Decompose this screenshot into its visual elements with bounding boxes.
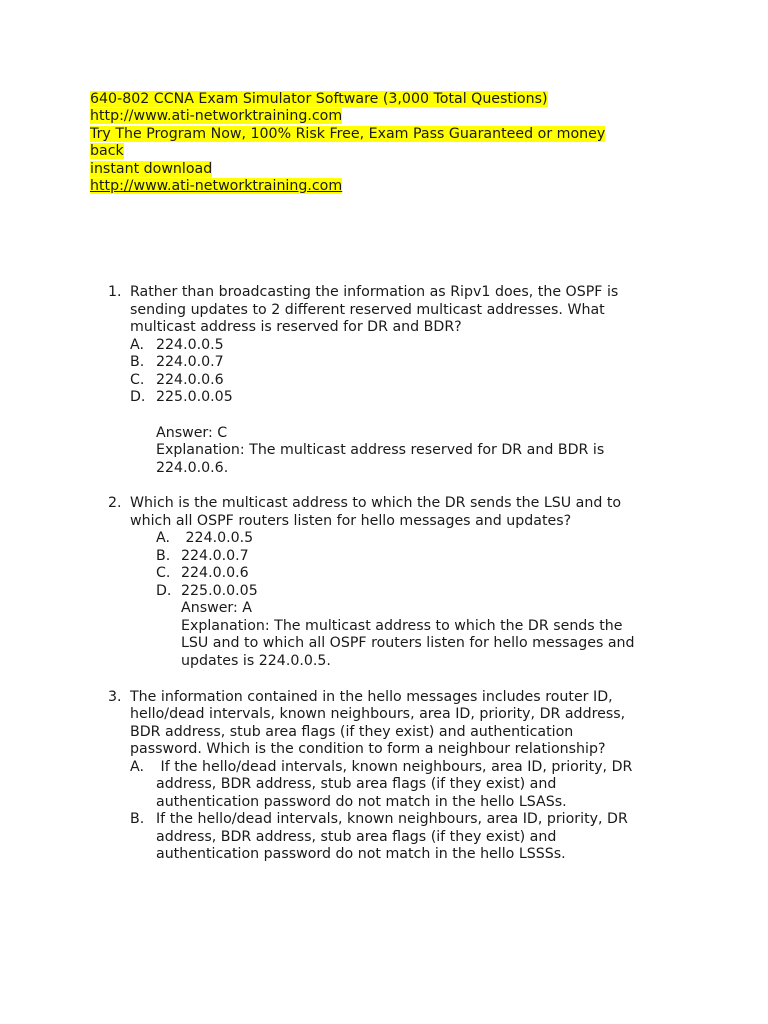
option-letter: B. xyxy=(130,354,145,370)
promo-offer-cont: back xyxy=(90,143,124,159)
answer: Answer: C xyxy=(156,425,228,441)
option-text: address, BDR address, stub area flags (if they exist) and xyxy=(156,829,557,845)
option-text: authentication password do not match in the hello LSSSs. xyxy=(156,846,566,862)
option-text: authentication password do not match in the hello LSASs. xyxy=(156,794,567,810)
question-text: which all OSPF routers listen for hello messages and updates? xyxy=(130,513,572,529)
question-text: hello/dead intervals, known neighbours, area ID, priority, DR address, xyxy=(130,706,626,722)
explanation: Explanation: The multicast address to which the DR sends the xyxy=(181,618,623,634)
option-text: 225.0.0.05 xyxy=(181,583,258,599)
question-text: password. Which is the condition to form a neighbour relationship? xyxy=(130,741,606,757)
promo-offer: Try The Program Now, 100% Risk Free, Exam Pass Guaranteed or money xyxy=(90,126,606,142)
option-letter: C. xyxy=(156,565,171,581)
option-text: 224.0.0.7 xyxy=(156,354,224,370)
option-text: 224.0.0.6 xyxy=(181,565,249,581)
explanation: LSU and to which all OSPF routers listen for hello messages and xyxy=(181,635,635,651)
option-letter: D. xyxy=(156,583,172,599)
answer: Answer: A xyxy=(181,600,252,616)
option-text: If the hello/dead intervals, known neighbours, area ID, priority, DR xyxy=(156,811,628,827)
option-text: If the hello/dead intervals, known neighbours, area ID, priority, DR xyxy=(156,759,633,775)
promo-url-link[interactable]: http://www.ati-networktraining.com xyxy=(90,178,343,194)
option-letter: B. xyxy=(130,811,145,827)
option-text: 224.0.0.5 xyxy=(181,530,254,546)
question-number: 3. xyxy=(108,689,122,705)
explanation: Explanation: The multicast address reserved for DR and BDR is xyxy=(156,442,605,458)
promo-url-plain[interactable]: http://www.ati-networktraining.com xyxy=(90,108,343,124)
option-text: address, BDR address, stub area flags (if they exist) and xyxy=(156,776,557,792)
option-letter: A. xyxy=(130,337,144,353)
explanation: updates is 224.0.0.5. xyxy=(181,653,331,669)
promo-download: instant download xyxy=(90,161,213,177)
option-text: 224.0.0.7 xyxy=(181,548,249,564)
option-text: 225.0.0.05 xyxy=(156,389,233,405)
option-letter: D. xyxy=(130,389,146,405)
question-text: Rather than broadcasting the information as Ripv1 does, the OSPF is xyxy=(130,284,619,300)
option-letter: A. xyxy=(156,530,170,546)
question-number: 1. xyxy=(108,284,122,300)
promo-title: 640-802 CCNA Exam Simulator Software (3,000 Total Questions) xyxy=(90,91,548,107)
question-text: BDR address, stub area flags (if they exist) and authentication xyxy=(130,724,574,740)
option-letter: B. xyxy=(156,548,171,564)
question-text: Which is the multicast address to which the DR sends the LSU and to xyxy=(130,495,622,511)
option-text: 224.0.0.6 xyxy=(156,372,224,388)
option-letter: C. xyxy=(130,372,145,388)
question-number: 2. xyxy=(108,495,122,511)
question-text: sending updates to 2 different reserved multicast addresses. What xyxy=(130,302,605,318)
question-text: multicast address is reserved for DR and BDR? xyxy=(130,319,462,335)
question-text: The information contained in the hello messages includes router ID, xyxy=(130,689,613,705)
option-text: 224.0.0.5 xyxy=(156,337,224,353)
explanation: 224.0.0.6. xyxy=(156,460,229,476)
option-letter: A. xyxy=(130,759,144,775)
